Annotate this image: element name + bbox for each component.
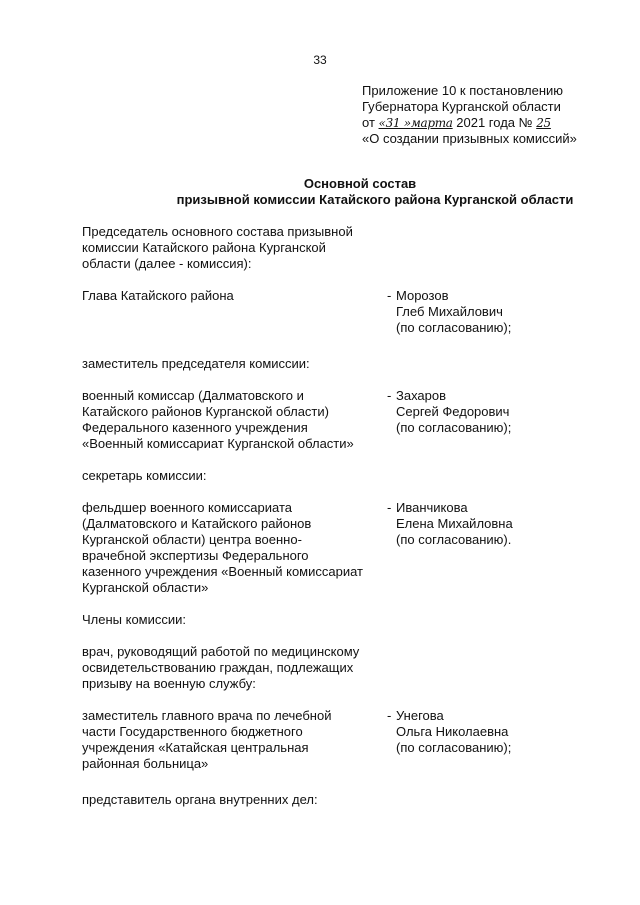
person-given-name: Елена Михайловна <box>396 516 513 531</box>
role-line: Глава Катайского района <box>82 288 234 303</box>
entry-role <box>82 644 387 692</box>
role-line: районная больница» <box>82 756 209 771</box>
role-line: секретарь комиссии: <box>82 468 207 483</box>
entry-role <box>82 288 387 304</box>
document-title <box>80 176 640 208</box>
person-given-name: Сергей Федорович <box>396 404 510 419</box>
entry-role <box>82 224 387 272</box>
person-surname: - Иванчикова <box>387 500 468 515</box>
person-given-name: Глеб Михайлович <box>396 304 503 319</box>
entry-chairman <box>82 288 562 336</box>
appendix-date-day: «31 » <box>378 116 411 130</box>
entry-secretary-heading <box>82 468 562 484</box>
person-surname-text: Иванчикова <box>396 500 468 515</box>
page-number: 33 <box>313 53 327 67</box>
person-surname: - Морозов <box>387 288 449 303</box>
entry-role <box>82 468 387 484</box>
role-line: военный комиссар (Далматовского и <box>82 388 304 403</box>
person-surname: - Унегова <box>387 708 444 723</box>
role-line: заместитель председателя комиссии: <box>82 356 310 371</box>
appendix-line-2: Губернатора Курганской области <box>362 99 561 114</box>
entry-secretary <box>82 500 562 596</box>
role-line: освидетельствованию граждан, подлежащих <box>82 660 354 675</box>
entry-police-heading <box>82 792 562 808</box>
entry-members-heading <box>82 612 562 628</box>
entry-role <box>82 356 387 372</box>
role-line: «Военный комиссариат Курганской области» <box>82 436 354 451</box>
entry-person <box>387 500 562 548</box>
appendix-date-month: марта <box>410 116 453 130</box>
entry-person <box>387 388 562 436</box>
role-line: фельдшер военного комиссариата <box>82 500 293 515</box>
appendix-line-4: «О создании призывных комиссий» <box>362 131 577 146</box>
role-line: части Государственного бюджетного <box>82 724 303 739</box>
entry-person <box>387 288 562 336</box>
person-note: (по согласованию). <box>396 532 512 547</box>
person-surname-text: Захаров <box>396 388 447 403</box>
role-line: учреждения «Катайская центральная <box>82 740 309 755</box>
role-line: Председатель основного состава призывной <box>82 224 353 239</box>
entry-deputy <box>82 388 562 452</box>
appendix-line-3 <box>362 115 632 131</box>
title-line-2: призывной комиссии Катайского района Курганской области <box>176 192 574 207</box>
role-line: казенного учреждения «Военный комиссариат <box>82 564 363 579</box>
appendix-number: 25 <box>536 116 551 130</box>
role-line: (Далматовского и Катайского районов <box>82 516 312 531</box>
entry-deputy-heading <box>82 356 562 372</box>
role-line: заместитель главного врача по лечебной <box>82 708 332 723</box>
role-line: представитель органа внутренних дел: <box>82 792 318 807</box>
appendix-header <box>362 83 632 147</box>
role-line: Катайского районов Курганской области) <box>82 404 329 419</box>
role-line: Курганской области) центра военно- <box>82 532 302 547</box>
role-line: призыву на военную службу: <box>82 676 256 691</box>
entry-role <box>82 388 387 452</box>
entry-role <box>82 612 387 628</box>
role-line: врачебной экспертизы Федерального <box>82 548 309 563</box>
entry-person <box>387 708 562 756</box>
title-line-1: Основной состав <box>303 176 417 191</box>
entry-role <box>82 792 387 808</box>
role-line: комиссии Катайского района Курганской <box>82 240 326 255</box>
appendix-line-1: Приложение 10 к постановлению <box>362 83 564 98</box>
entry-doctor <box>82 708 562 772</box>
role-line: области (далее - комиссия): <box>82 256 252 271</box>
person-given-name: Ольга Николаевна <box>396 724 509 739</box>
entry-chairman-heading <box>82 224 562 272</box>
role-line: Курганской области» <box>82 580 209 595</box>
entry-doctor-heading <box>82 644 562 692</box>
person-note: (по согласованию); <box>396 740 512 755</box>
entry-role <box>82 500 387 596</box>
person-surname: - Захаров <box>387 388 447 403</box>
entry-role <box>82 708 387 772</box>
person-note: (по согласованию); <box>396 320 512 335</box>
appendix-date-prefix: от <box>362 115 375 130</box>
person-note: (по согласованию); <box>396 420 512 435</box>
role-line: врач, руководящий работой по медицинскому <box>82 644 360 659</box>
role-line: Федерального казенного учреждения <box>82 420 308 435</box>
role-line: Члены комиссии: <box>82 612 187 627</box>
commission-members <box>82 224 562 808</box>
person-surname-text: Морозов <box>396 288 449 303</box>
person-surname-text: Унегова <box>396 708 444 723</box>
appendix-date-year: 2021 года № <box>456 115 533 130</box>
